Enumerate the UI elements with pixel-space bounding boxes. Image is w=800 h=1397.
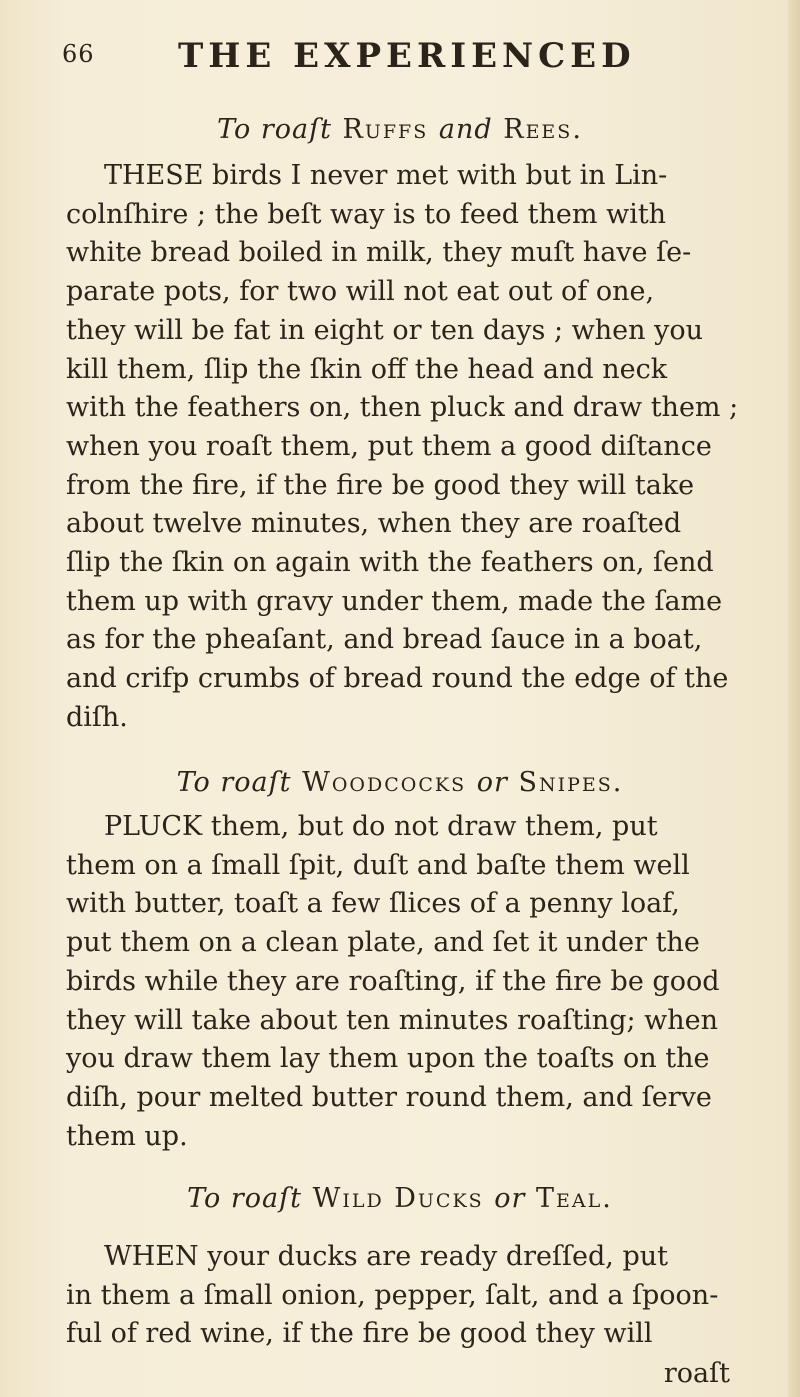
text-line: birds while they are roaſting, if the fire be good <box>66 965 720 997</box>
title-main: Woodcocks <box>302 767 467 798</box>
title-prefix: To roaſt <box>176 767 292 798</box>
text-line: them up. <box>66 1120 188 1152</box>
catchword: roaſt <box>663 1358 730 1389</box>
text-line: them on a ſmall ſpit, duſt and baſte them well <box>66 849 690 881</box>
text-line: colnſhire ; the beſt way is to feed them with <box>66 198 667 230</box>
text-line: they will be fat in eight or ten days ; when you <box>66 314 703 346</box>
text-line: put them on a clean plate, and ſet it under the <box>66 927 700 959</box>
paragraph-woodcocks <box>66 808 746 1156</box>
title-prefix: To roaſt <box>217 114 332 145</box>
text-line: in them a ſmall onion, pepper, ſalt, and a ſpoon- <box>66 1279 719 1311</box>
title-tail: Rees. <box>503 114 583 145</box>
text-line: you draw them lay them upon the toaſts on the <box>66 1043 710 1075</box>
text-line: diſh. <box>66 701 128 733</box>
title-conj: or <box>494 1183 526 1214</box>
text-line: diſh, pour melted butter round them, and ſerve <box>66 1081 712 1113</box>
text-line: ſlip the ſkin on again with the feathers on, ſend <box>66 547 714 579</box>
text-line: WHEN your ducks are ready dreſſed, put <box>104 1241 668 1272</box>
title-tail: Teal. <box>536 1183 613 1214</box>
text-line: with butter, toaſt a few ſlices of a penny loaf, <box>66 888 680 920</box>
text-line: them up with gravy under them, made the ſame <box>66 585 723 617</box>
text-line: ful of red wine, if the fire be good they will <box>66 1318 653 1350</box>
text-line: with the feathers on, then pluck and draw them ; <box>66 392 739 424</box>
title-conj: and <box>438 114 493 145</box>
text-line: THESE birds I never met with but in Lin- <box>104 160 668 191</box>
section-title-woodcocks <box>0 767 800 798</box>
text-line: kill them, ſlip the ſkin off the head and neck <box>66 353 668 385</box>
page-number: 66 <box>62 40 95 68</box>
title-prefix: To roaſt <box>187 1183 302 1214</box>
text-line: when you roaſt them, put them a good diſtance <box>66 430 712 462</box>
text-line: parate pots, for two will not eat out of one, <box>66 276 655 308</box>
title-conj: or <box>476 767 508 798</box>
text-line: about twelve minutes, when they are roaſted <box>66 508 682 540</box>
paragraph-ruffs <box>66 157 746 738</box>
text-line: they will take about ten minutes roaſting; when <box>66 1004 719 1036</box>
paragraph-wild-ducks <box>66 1238 746 1354</box>
page-header <box>62 36 742 76</box>
text-line: and crifp crumbs of bread round the edge of the <box>66 663 729 695</box>
title-tail: Snipes. <box>518 767 624 798</box>
text-line: as for the pheaſant, and bread ſauce in a boat, <box>66 624 703 656</box>
title-main: Ruffs <box>342 114 429 145</box>
running-title: THE EXPERIENCED <box>178 36 636 76</box>
title-main: Wild Ducks <box>312 1183 484 1214</box>
section-title-ruffs <box>0 114 800 145</box>
text-line: white bread boiled in milk, they muſt have ſe- <box>66 237 692 269</box>
section-title-wild-ducks <box>0 1183 800 1214</box>
text-line: from the fire, if the fire be good they will take <box>66 469 695 501</box>
text-line: PLUCK them, but do not draw them, put <box>104 811 658 842</box>
